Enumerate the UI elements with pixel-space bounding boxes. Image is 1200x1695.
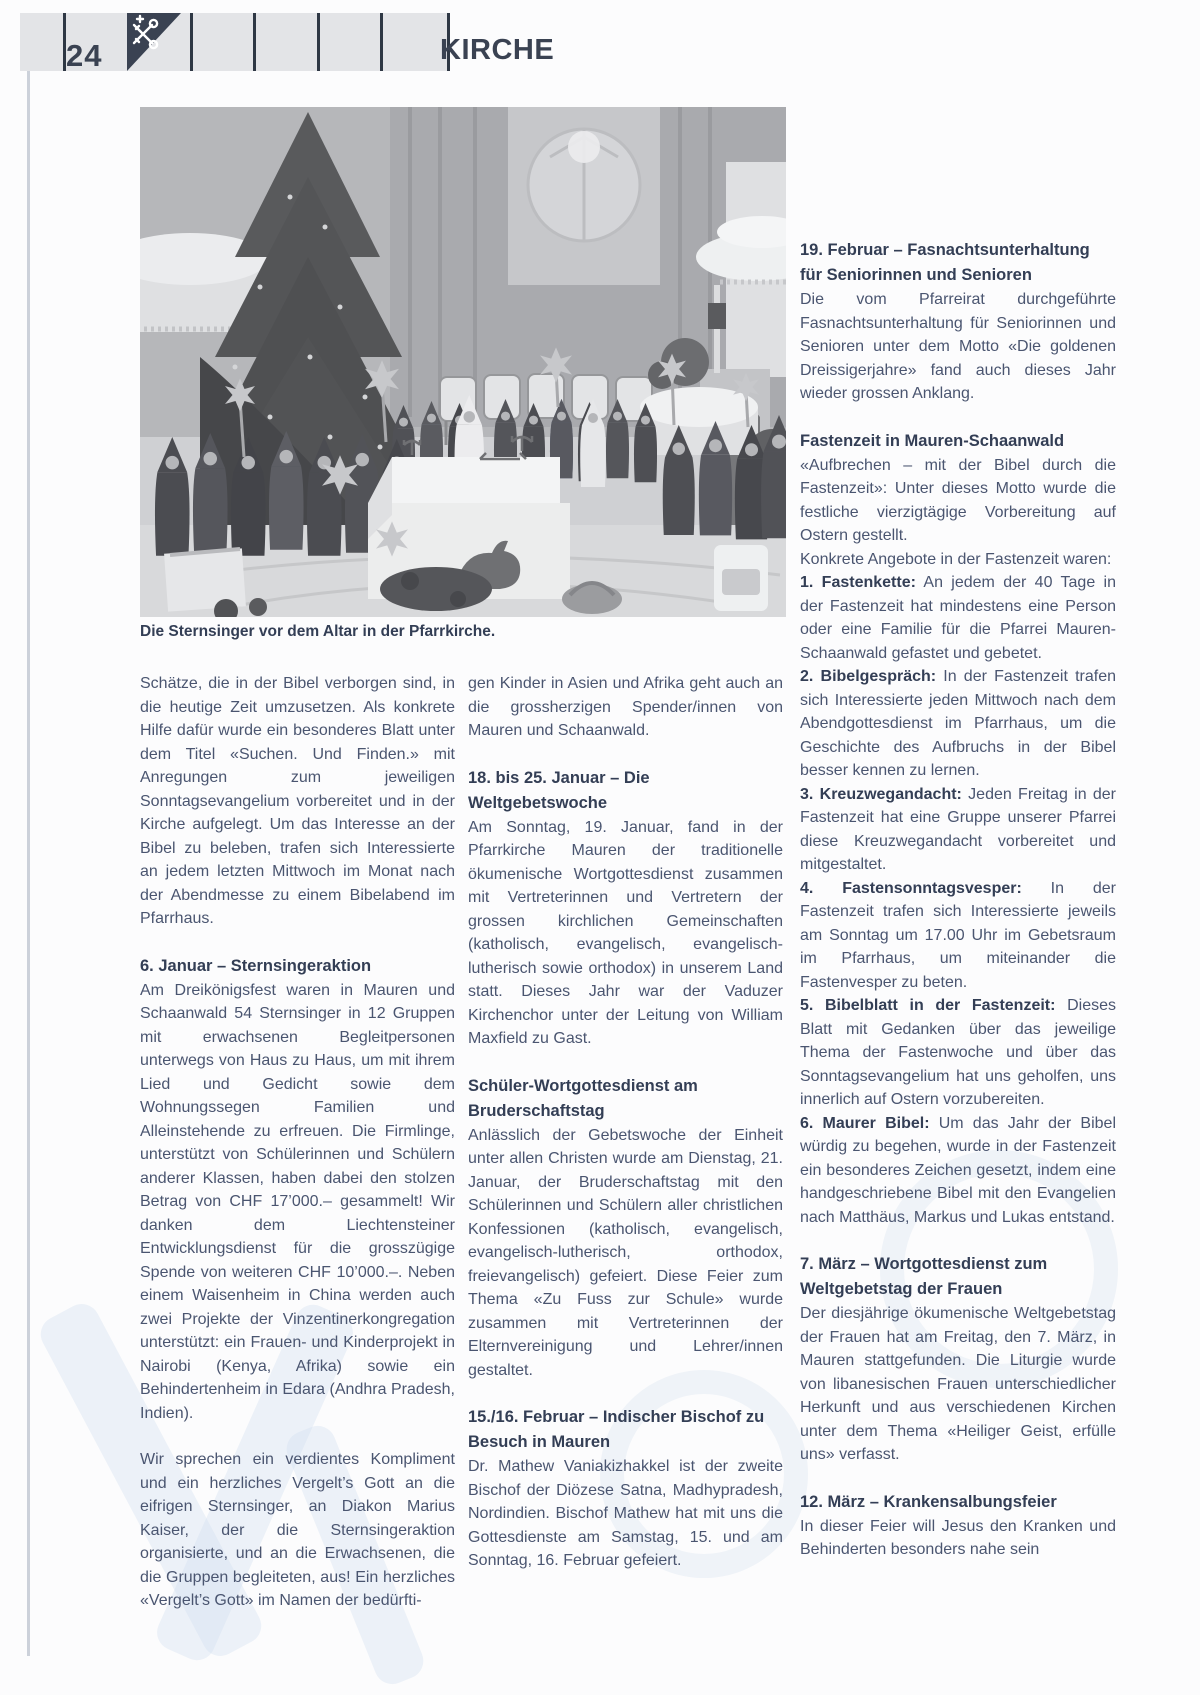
list-item [800, 994, 1116, 1112]
paragraph: Der diesjährige ökumenische Weltgebetstag der Frauen hat am Freitag, den 7. März, in Mauren stattgefunden. Die Liturgie wurde von libanesischen Frauen unterschiedlicher Herkunft und aus verschiedenen Kirchen unter dem Thema «Heiliger Geist, erfülle uns» verfasst. [800, 1305, 1116, 1463]
paragraph: Schätze, die in der Bibel verborgen sind, in die heutige Zeit umzusetzen. Als konkrete Hilfe dafür wurde ein besonderes Blatt unter dem Titel «Suchen. Und Finden.» mit Anregungen zum jeweiligen Sonntagsevangelium vorbereitet und in der Kirche aufgelegt. Um das Interesse an der Bibel zu beleben, trafen sich Interessierte an jedem letzten Mittwoch im Monat nach der Abendmesse zu einem Bibelabend im Pfarrhaus. [140, 675, 455, 927]
list-item-text: Um das Jahr der Bibel würdig zu begehen, wurde in der Fastenzeit ein besonderes Zeichen gesetzt, indem eine handgeschriebene Bibel mit den Evangelien nach Matthäus, Markus und Lukas entstand. [800, 1114, 1117, 1226]
paragraph: Am Sonntag, 19. Januar, fand in der Pfarrkirche Mauren der traditionelle ökumenische Wortgottesdienst zusammen mit Vertreterinnen und Vertretern der grossen kirchlichen Gemeinschaften (katholisch, evangelisch, evangelisch-lutherisch sowie orthodox) in unserem Land statt. Dieses Jahr war der Vaduzer Kirchenchor unter der Leitung von William Maxfield zu Gast. [468, 818, 783, 1047]
photo-caption: Die Sternsinger vor dem Altar in der Pfarrkirche. [140, 623, 496, 640]
paragraph: Am Dreikönigsfest waren in Mauren und Schaanwald 54 Sternsinger in 12 Gruppen mit erwachsenen Begleitpersonen unterwegs von Haus zu Haus, um mit ihrem Lied und Gedicht sowie dem Wohnungssegen Familien und Alleinstehende zu erfreuen. Die Firmlinge, unterstützt von Schülerinnen und Schülern anderer Klassen, haben dabei den stolzen Betrag von CHF 17’000.– gesammelt! Wir danken dem Liechtensteiner Entwicklungsdienst für die grosszügige Spende von weiteren CHF 10’000.–. Neben einem Waisenheim in China werden auch zwei Projekte der Vinzentinerkongregation unterstützt: ein Frauen- und Kinderprojekt in Nairobi (Kenya, Afrika) sowie ein Behindertenheim in Edara (Andhra Pradesh, Indien). [140, 981, 455, 1422]
list-item [800, 783, 1116, 877]
paragraph: Die vom Pfarreirat durchgeführte Fasnachtsunterhaltung für Seniorinnen und Senioren unter dem Motto «Die goldenen Dreissigerjahre» fand auch dieses Jahr wieder grossen Anklang. [800, 291, 1116, 402]
list-item [800, 665, 1116, 783]
list-item [800, 877, 1116, 995]
header-divider [317, 13, 320, 71]
list-item [800, 571, 1116, 665]
article-heading: 12. März – Krankensalbungsfeier [800, 1492, 1057, 1511]
header-divider [380, 13, 383, 71]
list-item-text: An jedem der 40 Tage in der Fastenzeit hat mindestens eine Person oder eine Familie für die Pfarrei Mauren-Schaanwald gefastet und gebetet. [800, 574, 1116, 662]
article-heading: 6. Januar – Sternsingeraktion [140, 956, 372, 975]
article-heading: 7. März – Wortgottesdienst zum Weltgebetstag der Frauen [800, 1255, 1048, 1298]
list-item-text: Dieses Blatt mit Gedanken über das jeweilige Thema der Fastenwoche und über das Sonntagsevangelium hat uns geholfen, uns innerlich auf Ostern vorzubereiten. [800, 997, 1116, 1108]
list-item-label: 5. Bibelblatt in der Fastenzeit: [800, 997, 1056, 1014]
paragraph: Anlässlich der Gebetswoche der Einheit unter allen Christen wurde am Dienstag, 21. Januar, der Bruderschaftstag mit den Schülerinnen und Schülern aller christlichen Konfessionen (katholisch, evangelisch, evangelisch-lutherisch, orthodox, freievangelisch) gefeiert. Diese Feier zum Thema «Zu Fuss zur Schule» wurde zusammen mit Vertreterinnen der Elternvereinigung und Lehrer/innen gestaltet. [468, 1126, 783, 1379]
article-heading: 18. bis 25. Januar – Die Weltgebetswoche [468, 768, 650, 812]
text-column-1 [140, 672, 455, 1613]
sternsinger-photo [140, 107, 786, 617]
text-column-2 [468, 672, 783, 1573]
article-heading: 19. Februar – Fasnachtsunterhaltung für Seniorinnen und Senioren [800, 241, 1090, 284]
header-divider [253, 13, 256, 71]
paragraph: «Aufbrechen – mit der Bibel durch die Fastenzeit»: Unter dieses Motto wurde die festliche vierzigtägige Vorbereitung auf Ostern gestellt. [800, 456, 1116, 544]
list-item-label: 3. Kreuzwegandacht: [800, 785, 962, 803]
list-item-label: 1. Fastenkette: [800, 574, 916, 591]
list-item-label: 6. Maurer Bibel: [800, 1114, 930, 1132]
list-item-text: In der Fastenzeit trafen sich Interessierte jeweils am Sonntag um 17.00 Uhr im Gebetsraum im Pfarrhaus, um miteinander die Fastenvesper zu beten. [800, 879, 1116, 991]
list-item-text: In der Fastenzeit trafen sich Interessierte jeden Mittwoch nach dem Abendgottesdienst im Pfarrhaus, um die Geschichte des Aufbruchs in der Bibel besser kennen zu lernen. [800, 668, 1116, 779]
paragraph: Wir sprechen ein verdientes Kompliment und ein herzliches Vergelt’s Gott an die eifrigen Sternsinger, an Diakon Marius Kaiser, der die Sternsingeraktion organisierte, und an die Erwachsenen, die die Gruppen begleiteten, aus! Ein herzliches «Vergelt’s Gott» im Namen der bedürfti- [140, 1451, 455, 1609]
paragraph: Konkrete Angebote in der Fastenzeit waren: [800, 550, 1112, 568]
crossed-keys-emblem-icon [127, 13, 181, 71]
paragraph: In dieser Feier will Jesus den Kranken und Behinderten besonders nahe sein [800, 1517, 1116, 1558]
list-item-text: Jeden Freitag in der Fastenzeit hat eine Gruppe unserer Pfarrei diese Kreuzwegandacht vorbereitet und mitgestaltet. [800, 785, 1116, 873]
article-heading: Schüler-Wortgottesdienst am Bruderschaftstag [468, 1076, 698, 1120]
page-left-rule [27, 71, 30, 1656]
page-number: 24 [66, 38, 103, 73]
page-header-strip [20, 13, 450, 71]
article-heading: 15./16. Februar – Indischer Bischof zu Besuch in Mauren [468, 1408, 765, 1451]
text-column-3 [800, 238, 1116, 1562]
section-title: KIRCHE [440, 34, 555, 66]
paragraph: Dr. Mathew Vaniakizhakkel ist der zweite Bischof der Diözese Satna, Madhypradesh, Nordindien. Bischof Mathew hat mit uns die Gottesdienste am Samstag, 15. und am Sonntag, 16. Februar gefeiert. [468, 1458, 783, 1569]
list-item [800, 1112, 1116, 1230]
header-divider [190, 13, 193, 71]
paragraph: gen Kinder in Asien und Afrika geht auch an die grossherzigen Spender/innen von Mauren und Schaanwald. [468, 675, 783, 739]
list-item-label: 4. Fastensonntagsvesper: [800, 879, 1022, 897]
list-item-label: 2. Bibelgespräch: [800, 668, 937, 685]
article-heading: Fastenzeit in Mauren-Schaanwald [800, 431, 1065, 450]
